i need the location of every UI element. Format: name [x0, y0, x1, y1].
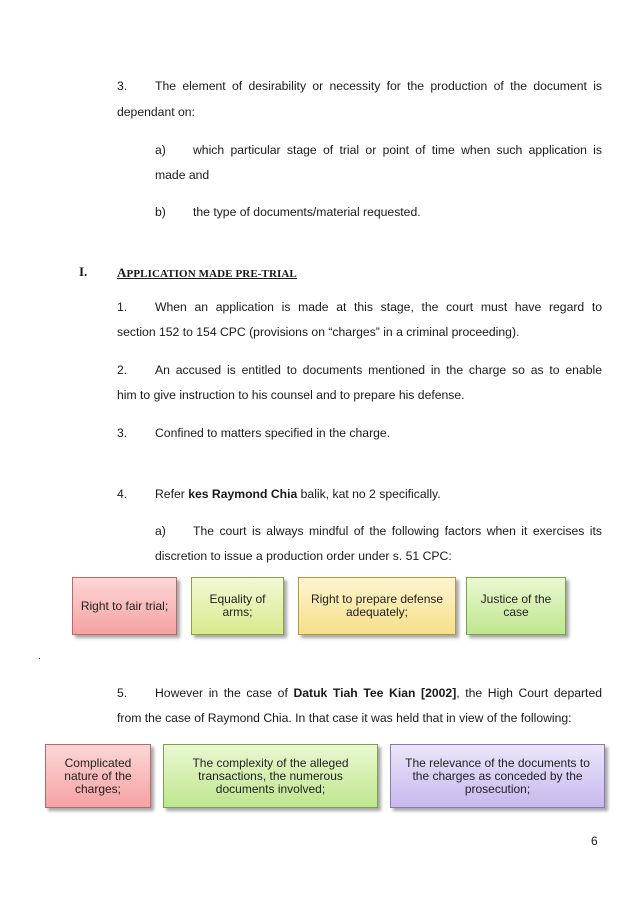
- factor-box: The complexity of the alleged transactions, the numerous documents involved;: [163, 744, 378, 808]
- paragraph-line: The court is always mindful of the following factors when it exercises its: [193, 524, 602, 538]
- case-name: Datuk Tiah Tee Kian [2002]: [293, 686, 457, 700]
- list-label: a): [155, 524, 166, 538]
- section-number: I.: [79, 264, 88, 279]
- text-run: balik, kat no 2 specifically.: [297, 487, 441, 501]
- paragraph-line: discretion to issue a production order under s. 51 CPC:: [155, 549, 452, 563]
- list-number: 4.: [117, 487, 128, 501]
- section-title-initial: A: [117, 265, 127, 280]
- stray-dot: .: [38, 651, 41, 662]
- paragraph-line: [155, 486, 441, 502]
- paragraph-line: which particular stage of trial or point of time when such application is: [193, 143, 602, 157]
- paragraph-line: [155, 685, 602, 701]
- case-name: kes Raymond Chia: [188, 487, 298, 501]
- list-label: a): [155, 143, 166, 157]
- paragraph-line: him to give instruction to his counsel and to prepare his defense.: [117, 388, 465, 402]
- paragraph-line: the type of documents/material requested.: [193, 205, 421, 219]
- paragraph-line: When an application is made at this stage, the court must have regard to: [155, 300, 602, 314]
- factor-box: Equality of arms;: [191, 577, 284, 635]
- factor-box: Justice of the case: [466, 577, 566, 635]
- list-number: 5.: [117, 686, 128, 700]
- factor-box: Complicated nature of the charges;: [45, 744, 151, 808]
- paragraph-line: made and: [155, 168, 210, 182]
- list-number: 2.: [117, 363, 128, 377]
- paragraph-line: Confined to matters specified in the charge.: [155, 426, 391, 440]
- list-number: 3.: [117, 426, 128, 440]
- list-label: b): [155, 205, 166, 219]
- paragraph-line: from the case of Raymond Chia. In that case it was held that in view of the following:: [117, 711, 572, 725]
- list-number: 3.: [117, 79, 128, 93]
- section-title-rest: PPLICATION MADE PRE-TRIAL: [126, 268, 297, 280]
- factor-box: The relevance of the documents to the charges as conceded by the prosecution;: [390, 744, 605, 808]
- paragraph-line: section 152 to 154 CPC (provisions on “charges” in a criminal proceeding).: [117, 325, 520, 339]
- paragraph-line: The element of desirability or necessity for the production of the document is: [155, 79, 602, 93]
- section-title: [117, 265, 297, 281]
- text-run: However in the case of: [155, 686, 294, 700]
- paragraph-line: An accused is entitled to documents mentioned in the charge so as to enable: [155, 363, 602, 377]
- text-run: , the High Court departed: [456, 686, 602, 700]
- factor-box: Right to fair trial;: [72, 577, 177, 635]
- page-number: 6: [591, 834, 598, 848]
- list-number: 1.: [117, 300, 128, 314]
- factor-box: Right to prepare defense adequately;: [298, 577, 456, 635]
- paragraph-line: dependant on:: [117, 105, 195, 119]
- text-run: Refer: [155, 487, 189, 501]
